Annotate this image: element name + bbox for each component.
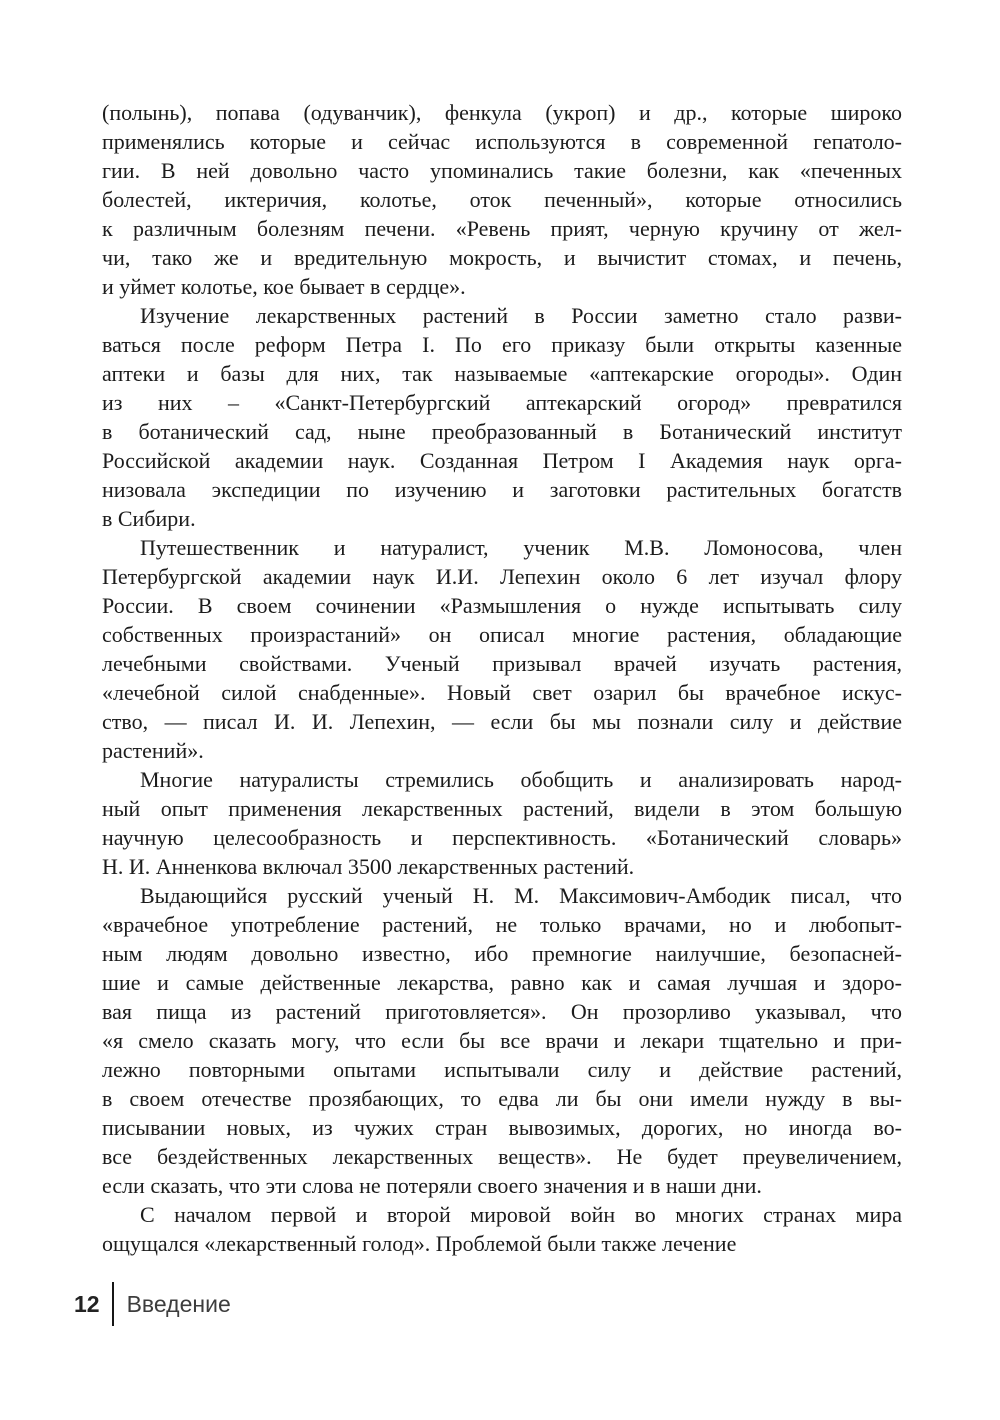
text-line: Н. И. Анненкова включал 3500 лекарственных растений. bbox=[102, 854, 635, 879]
text-line: к различным болезням печени. «Ревень прият, черную кручину от жел- bbox=[102, 216, 902, 241]
text-line: ство, — писал И. И. Лепехин, — если бы мы познали силу и действие bbox=[102, 709, 902, 734]
body-text bbox=[102, 98, 902, 1258]
text-line: в своем отечестве прозябающих, то едва ли бы они имели нужду в вы- bbox=[102, 1086, 902, 1111]
text-line: шие и самые действенные лекарства, равно как и самая лучшая и здоро- bbox=[102, 970, 902, 995]
footer-section-title: Введение bbox=[126, 1290, 231, 1317]
page-number: 12 bbox=[74, 1290, 100, 1317]
text-line: если сказать, что эти слова не потеряли своего значения и в наши дни. bbox=[102, 1173, 762, 1198]
text-line: чи, тако же и вредительную мокрость, и вычистит стомах, и печень, bbox=[102, 245, 902, 270]
text-line: лежно повторными опытами испытывали силу и действие растений, bbox=[102, 1057, 902, 1082]
text-line: Петербургской академии наук И.И. Лепехин около 6 лет изучал флору bbox=[102, 564, 902, 589]
text-line: аптеки и базы для них, так называемые «аптекарские огороды». Один bbox=[102, 361, 902, 386]
text-line: растений». bbox=[102, 738, 204, 763]
paragraph bbox=[102, 765, 902, 881]
text-line: и уймет колотье, кое бывает в сердце». bbox=[102, 274, 466, 299]
text-line: применялись которые и сейчас используются в современной гепатоло- bbox=[102, 129, 902, 154]
text-line: России. В своем сочинении «Размышления о нужде испытывать силу bbox=[102, 593, 902, 618]
text-line: писывании новых, из чужих стран вывозимых, дорогих, но иногда во- bbox=[102, 1115, 902, 1140]
text-line: ощущался «лекарственный голод». Проблемой были также лечение bbox=[102, 1231, 737, 1256]
paragraph bbox=[102, 881, 902, 1200]
text-line: вая пища из растений приготовляется». Он прозорливо указывал, что bbox=[102, 999, 902, 1024]
paragraph bbox=[102, 98, 902, 301]
text-line: собственных произрастаний» он описал многие растения, обладающие bbox=[102, 622, 902, 647]
text-line: низовала экспедиции по изучению и заготовки растительных богатств bbox=[102, 477, 902, 502]
paragraph bbox=[102, 301, 902, 533]
text-line: «врачебное употребление растений, не только врачами, но и любопыт- bbox=[102, 912, 902, 937]
text-line: в Сибири. bbox=[102, 506, 196, 531]
text-line: (полынь), попава (одуванчик), фенкула (укроп) и др., которые широко bbox=[102, 100, 902, 125]
text-line: ным людям довольно известно, ибо премногие наилучшие, безопасней- bbox=[102, 941, 902, 966]
text-line: лечебными свойствами. Ученый призывал врачей изучать растения, bbox=[102, 651, 902, 676]
text-line: Российской академии наук. Созданная Петром I Академия наук орга- bbox=[102, 448, 902, 473]
text-line: в ботанический сад, ныне преобразованный в Ботанический институт bbox=[102, 419, 902, 444]
text-line: все бездейственных лекарственных веществ». Не будет преувеличением, bbox=[102, 1144, 902, 1169]
text-line: из них – «Санкт-Петербургский аптекарский огород» превратился bbox=[102, 390, 902, 415]
text-line: ный опыт применения лекарственных растений, видели в этом большую bbox=[102, 796, 902, 821]
text-line: гии. В ней довольно часто упоминались такие болезни, как «печенных bbox=[102, 158, 902, 183]
text-line: болестей, иктеричия, колотье, оток печенный», которые относились bbox=[102, 187, 902, 212]
text-line: Многие натуралисты стремились обобщить и анализировать народ- bbox=[140, 767, 902, 792]
text-line: С началом первой и второй мировой войн во многих странах мира bbox=[140, 1202, 902, 1227]
text-line: «я смело сказать могу, что если бы все врачи и лекари тщательно и при- bbox=[102, 1028, 902, 1053]
text-line: «лечебной силой снабденные». Новый свет озарил бы врачебное искус- bbox=[102, 680, 902, 705]
text-line: Путешественник и натуралист, ученик М.В. Ломоносова, член bbox=[140, 535, 902, 560]
footer-divider bbox=[112, 1282, 114, 1326]
text-line: ваться после реформ Петра I. По его приказу были открыты казенные bbox=[102, 332, 902, 357]
page-footer bbox=[74, 1282, 231, 1326]
paragraph bbox=[102, 1200, 902, 1258]
text-line: научную целесообразность и перспективность. «Ботанический словарь» bbox=[102, 825, 902, 850]
text-line: Изучение лекарственных растений в России заметно стало разви- bbox=[140, 303, 902, 328]
text-line: Выдающийся русский ученый Н. М. Максимович-Амбодик писал, что bbox=[140, 883, 902, 908]
paragraph bbox=[102, 533, 902, 765]
